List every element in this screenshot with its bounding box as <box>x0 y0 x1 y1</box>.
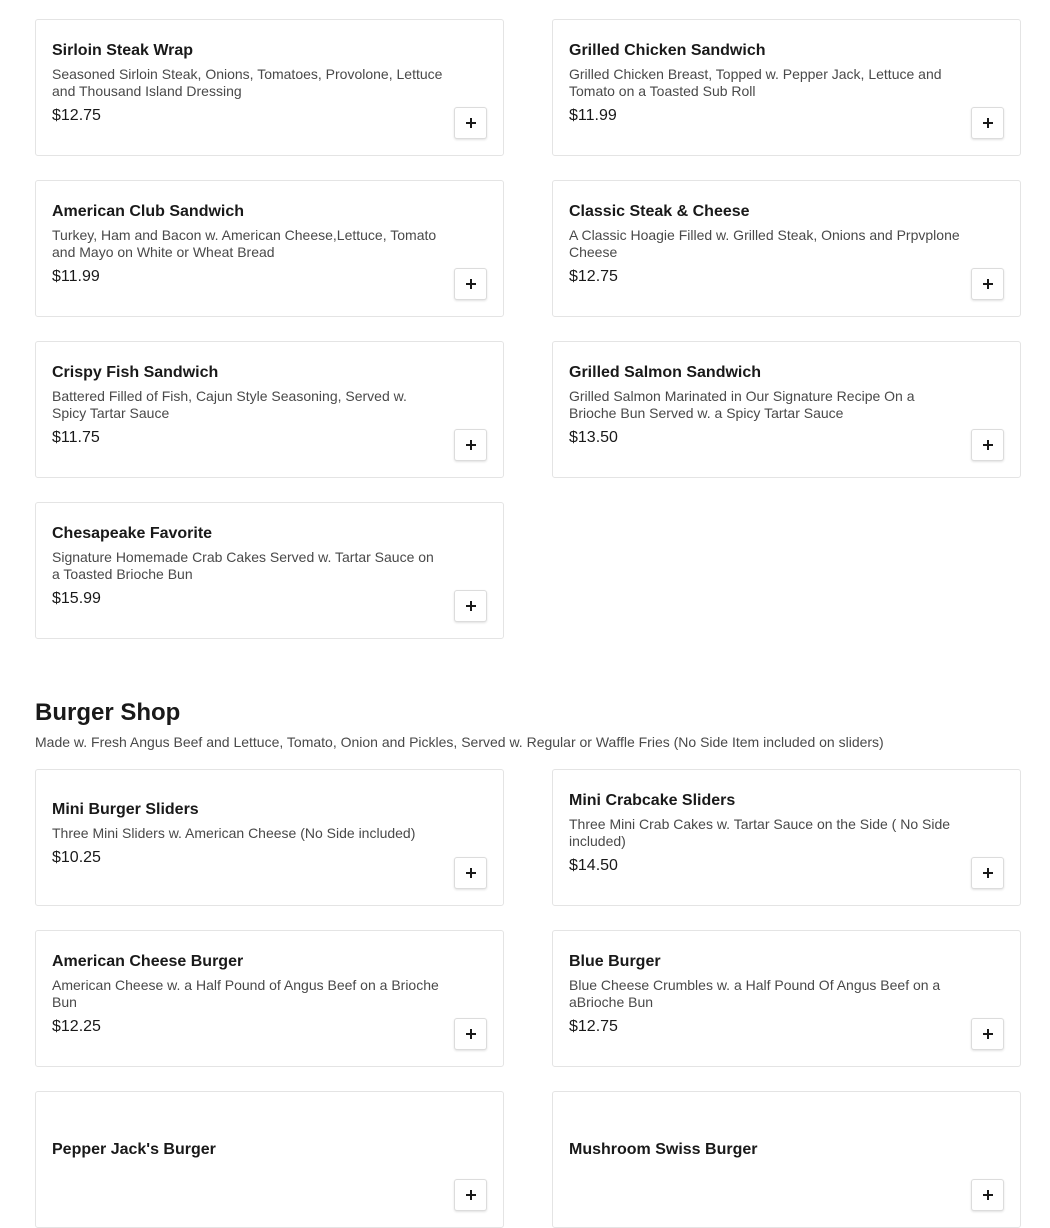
add-item-button[interactable] <box>454 268 487 300</box>
menu-item-card[interactable] <box>35 502 504 639</box>
item-description: Three Mini Crab Cakes w. Tartar Sauce on the Side ( No Side included) <box>569 816 951 849</box>
sandwiches-grid <box>35 19 1021 639</box>
menu-item-card[interactable] <box>35 19 504 156</box>
add-item-button[interactable] <box>454 857 487 889</box>
item-name: American Club Sandwich <box>52 203 245 220</box>
item-name: Crispy Fish Sandwich <box>52 364 219 381</box>
add-item-button[interactable] <box>454 429 487 461</box>
item-name: Grilled Salmon Sandwich <box>569 364 762 381</box>
menu-item-card[interactable] <box>35 930 504 1067</box>
menu-item-card[interactable] <box>552 19 1021 156</box>
plus-icon <box>466 279 476 289</box>
add-item-button[interactable] <box>454 1179 487 1211</box>
item-description: Signature Homemade Crab Cakes Served w. Tartar Sauce on a Toasted Brioche Bun <box>52 549 434 582</box>
item-price: $12.75 <box>569 1018 618 1035</box>
item-description: American Cheese w. a Half Pound of Angus Beef on a Brioche Bun <box>52 977 439 1010</box>
item-name: Classic Steak & Cheese <box>569 203 750 220</box>
item-price: $11.99 <box>52 268 100 285</box>
menu-item-card[interactable] <box>35 1091 504 1228</box>
menu-item-card[interactable] <box>552 769 1021 906</box>
item-name: American Cheese Burger <box>52 953 244 970</box>
item-description: Turkey, Ham and Bacon w. American Cheese,Lettuce, Tomato and Mayo on White or Wheat Bread <box>52 227 437 260</box>
add-item-button[interactable] <box>971 107 1004 139</box>
item-name: Pepper Jack's Burger <box>52 1141 216 1158</box>
item-price: $12.75 <box>52 107 101 124</box>
burger-shop-grid <box>35 769 1021 1228</box>
item-price: $12.25 <box>52 1018 101 1035</box>
plus-icon <box>983 279 993 289</box>
plus-icon <box>983 1190 993 1200</box>
item-price: $14.50 <box>569 857 618 874</box>
add-item-button[interactable] <box>971 268 1004 300</box>
section-header <box>35 698 1021 751</box>
menu-item-card[interactable] <box>552 1091 1021 1228</box>
item-price: $10.25 <box>52 848 101 866</box>
item-price: $15.99 <box>52 590 101 607</box>
item-name: Grilled Chicken Sandwich <box>569 42 766 59</box>
plus-icon <box>466 118 476 128</box>
add-item-button[interactable] <box>971 429 1004 461</box>
item-name: Mushroom Swiss Burger <box>569 1141 758 1158</box>
add-item-button[interactable] <box>454 107 487 139</box>
menu-item-card[interactable] <box>35 341 504 478</box>
menu-item-card[interactable] <box>552 341 1021 478</box>
plus-icon <box>983 1029 993 1039</box>
plus-icon <box>466 1190 476 1200</box>
item-description: A Classic Hoagie Filled w. Grilled Steak, Onions and Prpvplone Cheese <box>569 227 960 260</box>
item-description: Seasoned Sirloin Steak, Onions, Tomatoes, Provolone, Lettuce and Thousand Island Dressing <box>52 66 443 99</box>
item-description: Battered Filled of Fish, Cajun Style Seasoning, Served w. Spicy Tartar Sauce <box>52 388 407 421</box>
menu-item-card[interactable] <box>35 180 504 317</box>
item-name: Mini Crabcake Sliders <box>569 792 736 809</box>
item-price: $11.99 <box>569 107 617 124</box>
menu-item-card[interactable] <box>35 769 504 906</box>
add-item-button[interactable] <box>971 1018 1004 1050</box>
section-title: Burger Shop <box>35 699 181 726</box>
plus-icon <box>466 440 476 450</box>
plus-icon <box>983 440 993 450</box>
item-name: Chesapeake Favorite <box>52 525 213 542</box>
item-price: $12.75 <box>569 268 618 285</box>
item-name: Sirloin Steak Wrap <box>52 42 194 59</box>
add-item-button[interactable] <box>971 857 1004 889</box>
plus-icon <box>466 868 476 878</box>
item-description: Grilled Salmon Marinated in Our Signature Recipe On a Brioche Bun Served w. a Spicy Tartar Sauce <box>569 388 915 421</box>
menu-item-card[interactable] <box>552 930 1021 1067</box>
add-item-button[interactable] <box>454 590 487 622</box>
item-description: Blue Cheese Crumbles w. a Half Pound Of Angus Beef on a aBrioche Bun <box>569 977 941 1010</box>
menu-item-card[interactable] <box>552 180 1021 317</box>
item-name: Blue Burger <box>569 953 661 970</box>
add-item-button[interactable] <box>454 1018 487 1050</box>
item-description: Three Mini Sliders w. American Cheese (No Side included) <box>52 824 416 841</box>
plus-icon <box>466 1029 476 1039</box>
plus-icon <box>983 868 993 878</box>
plus-icon <box>466 601 476 611</box>
item-price: $13.50 <box>569 429 618 446</box>
item-price: $11.75 <box>52 429 100 446</box>
plus-icon <box>983 118 993 128</box>
item-description: Grilled Chicken Breast, Topped w. Pepper Jack, Lettuce and Tomato on a Toasted Sub Roll <box>569 66 942 99</box>
item-name: Mini Burger Sliders <box>52 800 199 818</box>
add-item-button[interactable] <box>971 1179 1004 1211</box>
section-description: Made w. Fresh Angus Beef and Lettuce, Tomato, Onion and Pickles, Served w. Regular or Waffle Fries (No Side Item included on sliders) <box>35 734 884 750</box>
